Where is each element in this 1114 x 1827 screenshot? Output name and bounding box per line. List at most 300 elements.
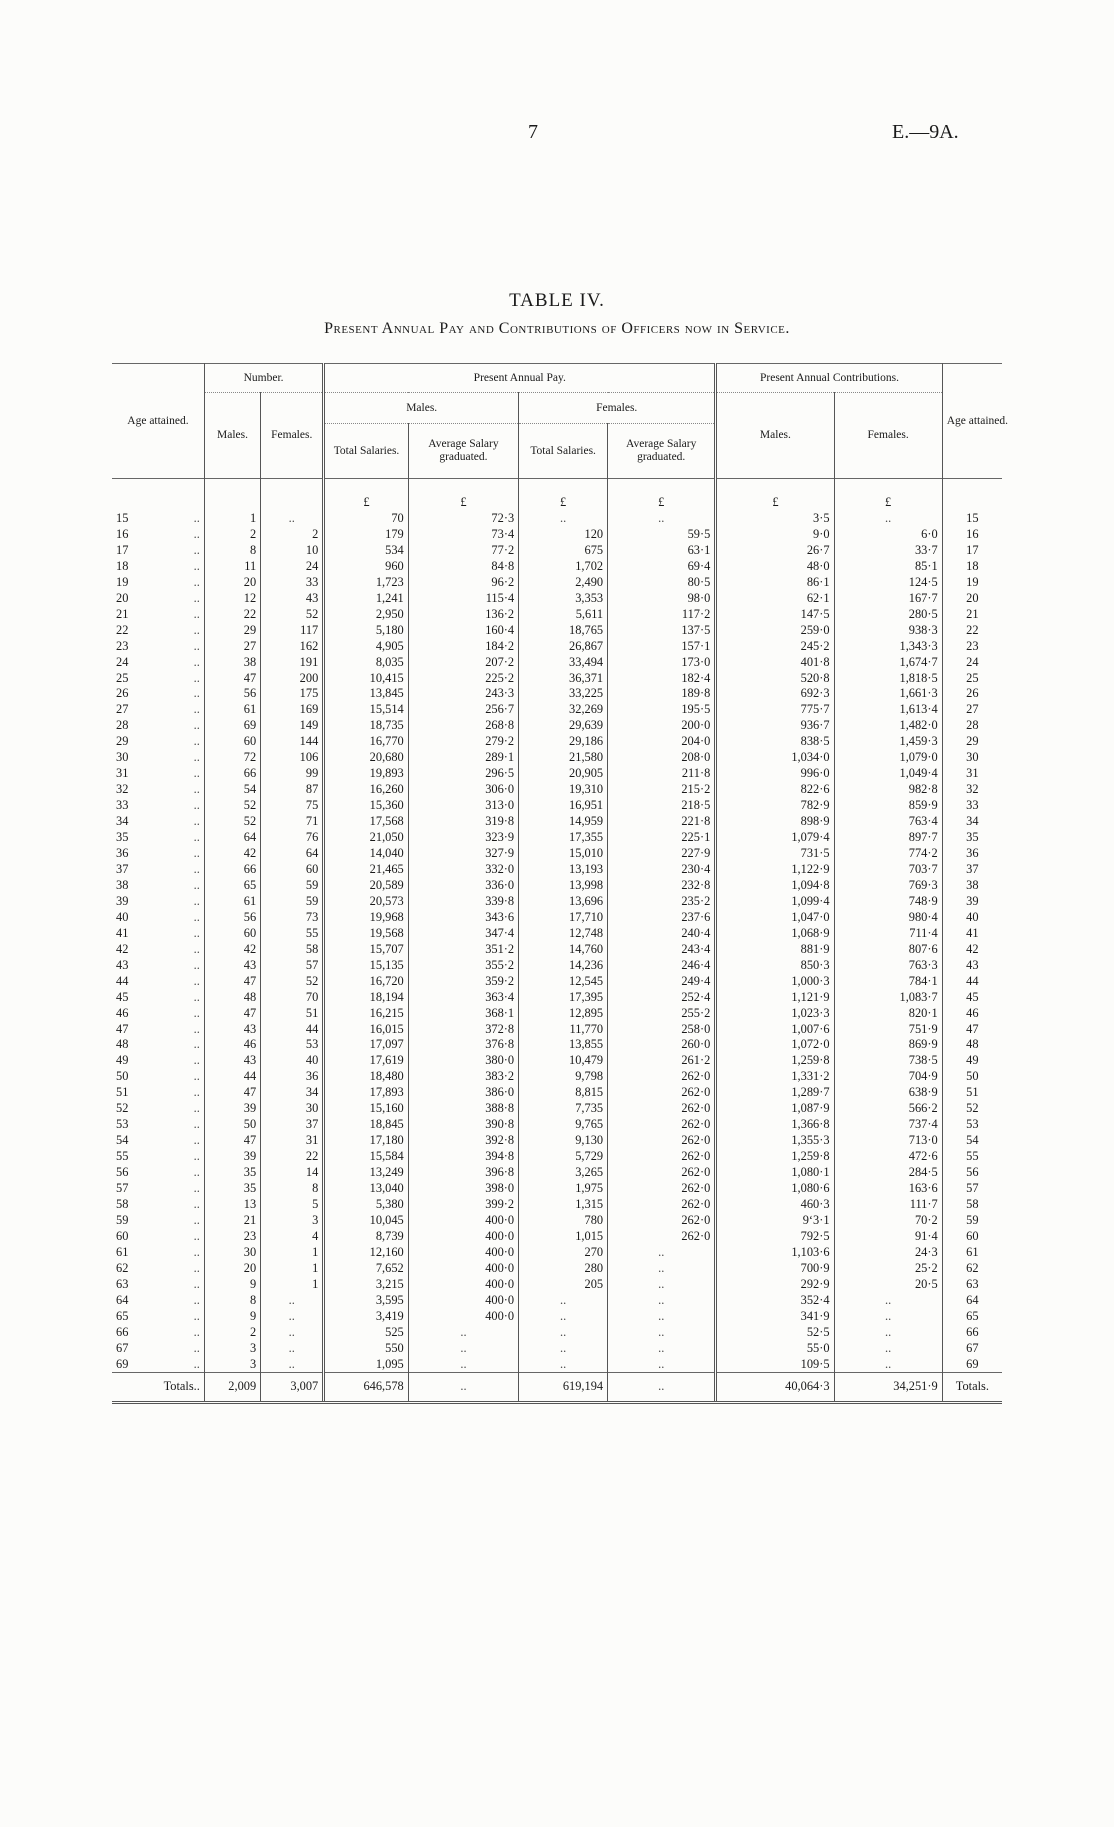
cell-males-count: 47 bbox=[204, 671, 260, 687]
cell-age bbox=[112, 575, 204, 591]
cell-males-count: 8 bbox=[204, 1293, 260, 1309]
cell-females-average-salary: 243·4 bbox=[608, 942, 716, 958]
cell-age bbox=[112, 543, 204, 559]
cell-females-average-salary: .. bbox=[608, 1309, 716, 1325]
cell-age bbox=[112, 591, 204, 607]
cell-females-total-salaries: .. bbox=[519, 1309, 608, 1325]
cell-females-average-salary: 258·0 bbox=[608, 1022, 716, 1038]
cell-males-count: 38 bbox=[204, 655, 260, 671]
age-value: 63 bbox=[116, 1276, 129, 1291]
cell-age-right: 15 bbox=[942, 511, 1002, 527]
header-age-left: Age attained. bbox=[127, 414, 189, 427]
cell-males-total-salaries: 12,160 bbox=[324, 1245, 408, 1261]
cell-females-average-salary: 262·0 bbox=[608, 1149, 716, 1165]
document-reference: E.—9A. bbox=[892, 121, 959, 143]
leader-dots: .. bbox=[193, 1196, 200, 1211]
cell-males-count: 1 bbox=[204, 511, 260, 527]
age-value: 20 bbox=[116, 590, 129, 605]
cell-males-contribution: 996·0 bbox=[716, 766, 834, 782]
cell-age-right: 43 bbox=[942, 958, 1002, 974]
cell-males-count: 56 bbox=[204, 686, 260, 702]
cell-females-contribution: 703·7 bbox=[834, 862, 942, 878]
leader-dots: .. bbox=[193, 1165, 200, 1180]
cell-females-count: 2 bbox=[261, 527, 324, 543]
cell-males-total-salaries: 16,770 bbox=[324, 734, 408, 750]
cell-age-right: 40 bbox=[942, 910, 1002, 926]
cell-age bbox=[112, 702, 204, 718]
cell-males-total-salaries: 15,584 bbox=[324, 1149, 408, 1165]
age-value: 56 bbox=[116, 1165, 129, 1180]
cell-age-right: 57 bbox=[942, 1181, 1002, 1197]
cell-males-total-salaries: 20,573 bbox=[324, 894, 408, 910]
cell-females-count: 200 bbox=[261, 671, 324, 687]
cell-females-contribution: 897·7 bbox=[834, 830, 942, 846]
cell-females-count: 33 bbox=[261, 575, 324, 591]
cell-males-total-salaries: 18,480 bbox=[324, 1069, 408, 1085]
cell-males-average-salary: 268·8 bbox=[408, 718, 518, 734]
cell-females-average-salary: .. bbox=[608, 1245, 716, 1261]
cell-females-count: 43 bbox=[261, 591, 324, 607]
cell-males-count: 11 bbox=[204, 559, 260, 575]
cell-males-average-salary: 336·0 bbox=[408, 878, 518, 894]
cell-age bbox=[112, 1357, 204, 1373]
age-value: 37 bbox=[116, 861, 129, 876]
cell-females-contribution: 769·3 bbox=[834, 878, 942, 894]
cell-females-total-salaries: 33,494 bbox=[519, 655, 608, 671]
table-row bbox=[112, 1069, 1002, 1085]
cell-females-count: .. bbox=[261, 511, 324, 527]
table-row bbox=[112, 1133, 1002, 1149]
cell-females-total-salaries: .. bbox=[519, 1325, 608, 1341]
currency-symbol: £ bbox=[716, 495, 834, 511]
leader-dots: .. bbox=[193, 1037, 200, 1052]
cell-females-contribution: 1,482·0 bbox=[834, 718, 942, 734]
cell-males-count: 9 bbox=[204, 1309, 260, 1325]
cell-males-contribution: 26·7 bbox=[716, 543, 834, 559]
cell-females-total-salaries: 26,867 bbox=[519, 639, 608, 655]
age-value: 53 bbox=[116, 1117, 129, 1132]
age-value: 60 bbox=[116, 1228, 129, 1243]
cell-males-average-salary: 359·2 bbox=[408, 974, 518, 990]
cell-males-contribution: 1,034·0 bbox=[716, 750, 834, 766]
cell-females-average-salary: 235·2 bbox=[608, 894, 716, 910]
cell-males-average-salary: 73·4 bbox=[408, 527, 518, 543]
cell-females-total-salaries: 7,735 bbox=[519, 1101, 608, 1117]
cell-females-count: 57 bbox=[261, 958, 324, 974]
age-value: 17 bbox=[116, 542, 129, 557]
table-row bbox=[112, 639, 1002, 655]
cell-females-average-salary: 215·2 bbox=[608, 782, 716, 798]
cell-males-count: 56 bbox=[204, 910, 260, 926]
cell-males-contribution: 936·7 bbox=[716, 718, 834, 734]
cell-females-contribution: 763·3 bbox=[834, 958, 942, 974]
cell-females-average-salary: 262·0 bbox=[608, 1085, 716, 1101]
cell-age-right: 25 bbox=[942, 671, 1002, 687]
age-value: 23 bbox=[116, 638, 129, 653]
cell-females-average-salary: 218·5 bbox=[608, 798, 716, 814]
cell-males-average-salary: 376·8 bbox=[408, 1037, 518, 1053]
cell-females-total-salaries: 9,130 bbox=[519, 1133, 608, 1149]
cell-age-right: 18 bbox=[942, 559, 1002, 575]
cell-age-right: 69 bbox=[942, 1357, 1002, 1373]
cell-age bbox=[112, 1277, 204, 1293]
cell-males-count: 27 bbox=[204, 639, 260, 655]
cell-females-total-salaries: 9,798 bbox=[519, 1069, 608, 1085]
cell-females-average-salary: 262·0 bbox=[608, 1229, 716, 1245]
totals-row bbox=[112, 1373, 1002, 1403]
cell-females-average-salary: 200·0 bbox=[608, 718, 716, 734]
leader-dots: .. bbox=[193, 574, 200, 589]
table-row bbox=[112, 1293, 1002, 1309]
cell-females-average-salary: .. bbox=[608, 511, 716, 527]
cell-females-total-salaries: 20,905 bbox=[519, 766, 608, 782]
cell-females-count: 58 bbox=[261, 942, 324, 958]
cell-females-contribution: 284·5 bbox=[834, 1165, 942, 1181]
cell-males-contribution: 782·9 bbox=[716, 798, 834, 814]
cell-males-total-salaries: 2,950 bbox=[324, 607, 408, 623]
cell-males-contribution: 822·6 bbox=[716, 782, 834, 798]
cell-females-count: 1 bbox=[261, 1245, 324, 1261]
table-row bbox=[112, 623, 1002, 639]
cell-males-contribution: 1,000·3 bbox=[716, 974, 834, 990]
header-females-average-salary: Average Salary graduated. bbox=[608, 424, 716, 479]
cell-females-average-salary: 252·4 bbox=[608, 990, 716, 1006]
cell-age bbox=[112, 1037, 204, 1053]
cell-females-contribution: .. bbox=[834, 511, 942, 527]
cell-males-average-salary: 394·8 bbox=[408, 1149, 518, 1165]
cell-males-total-salaries: 960 bbox=[324, 559, 408, 575]
cell-females-contribution: 85·1 bbox=[834, 559, 942, 575]
cell-males-total-salaries: 18,735 bbox=[324, 718, 408, 734]
cell-age bbox=[112, 926, 204, 942]
leader-dots: .. bbox=[193, 558, 200, 573]
cell-males-average-salary: 400·0 bbox=[408, 1229, 518, 1245]
leader-dots: .. bbox=[193, 1181, 200, 1196]
cell-females-average-salary: 173·0 bbox=[608, 655, 716, 671]
leader-dots: .. bbox=[193, 1053, 200, 1068]
cell-females-total-salaries: 205 bbox=[519, 1277, 608, 1293]
cell-females-contribution: .. bbox=[834, 1341, 942, 1357]
cell-females-total-salaries: 675 bbox=[519, 543, 608, 559]
cell-males-average-salary: 243·3 bbox=[408, 686, 518, 702]
table-subtitle: Present Annual Pay and Contributions of Officers now in Service. bbox=[324, 320, 790, 337]
cell-males-count: 54 bbox=[204, 782, 260, 798]
cell-females-average-salary: 137·5 bbox=[608, 623, 716, 639]
cell-age bbox=[112, 1053, 204, 1069]
cell-females-count: 4 bbox=[261, 1229, 324, 1245]
cell-females-count: 169 bbox=[261, 702, 324, 718]
cell-females-count: .. bbox=[261, 1309, 324, 1325]
cell-females-count: 71 bbox=[261, 814, 324, 830]
age-value: 22 bbox=[116, 622, 129, 637]
cell-females-count: 75 bbox=[261, 798, 324, 814]
cell-age-right: 36 bbox=[942, 846, 1002, 862]
leader-dots: .. bbox=[193, 973, 200, 988]
leader-dots: .. bbox=[193, 893, 200, 908]
cell-females-contribution: .. bbox=[834, 1309, 942, 1325]
cell-males-average-salary: 398·0 bbox=[408, 1181, 518, 1197]
cell-females-average-salary: 240·4 bbox=[608, 926, 716, 942]
cell-females-total-salaries: 12,895 bbox=[519, 1006, 608, 1022]
table-row bbox=[112, 1053, 1002, 1069]
age-value: 39 bbox=[116, 893, 129, 908]
cell-males-average-salary: 160·4 bbox=[408, 623, 518, 639]
table-row bbox=[112, 607, 1002, 623]
table-row bbox=[112, 655, 1002, 671]
cell-females-contribution: 1,674·7 bbox=[834, 655, 942, 671]
cell-males-contribution: 245·2 bbox=[716, 639, 834, 655]
cell-females-count: 36 bbox=[261, 1069, 324, 1085]
cell-males-average-salary: 400·0 bbox=[408, 1293, 518, 1309]
cell-males-contribution: 1,087·9 bbox=[716, 1101, 834, 1117]
age-value: 46 bbox=[116, 1005, 129, 1020]
cell-age-right: 21 bbox=[942, 607, 1002, 623]
cell-males-average-salary: 184·2 bbox=[408, 639, 518, 655]
cell-males-count: 50 bbox=[204, 1117, 260, 1133]
cell-males-contribution: 692·3 bbox=[716, 686, 834, 702]
cell-males-total-salaries: 15,707 bbox=[324, 942, 408, 958]
cell-males-contribution: 109·5 bbox=[716, 1357, 834, 1373]
cell-age bbox=[112, 1181, 204, 1197]
cell-age-right: 49 bbox=[942, 1053, 1002, 1069]
cell-females-average-salary: 262·0 bbox=[608, 1101, 716, 1117]
cell-females-count: 55 bbox=[261, 926, 324, 942]
cell-females-average-salary: 227·9 bbox=[608, 846, 716, 862]
leader-dots: .. bbox=[193, 877, 200, 892]
table-row bbox=[112, 1309, 1002, 1325]
page-number: 7 bbox=[528, 121, 538, 143]
cell-females-total-salaries: 36,371 bbox=[519, 671, 608, 687]
cell-males-count: 72 bbox=[204, 750, 260, 766]
table-row bbox=[112, 942, 1002, 958]
leader-dots: .. bbox=[193, 1356, 200, 1371]
cell-females-count: 64 bbox=[261, 846, 324, 862]
cell-males-contribution: 401·8 bbox=[716, 655, 834, 671]
cell-females-contribution: 280·5 bbox=[834, 607, 942, 623]
header-age-right: Age attained. bbox=[942, 364, 1002, 479]
cell-females-total-salaries: 9,765 bbox=[519, 1117, 608, 1133]
cell-age-right: 51 bbox=[942, 1085, 1002, 1101]
cell-males-average-salary: 396·8 bbox=[408, 1165, 518, 1181]
totals-label: Totals.. bbox=[112, 1373, 204, 1403]
table-row bbox=[112, 575, 1002, 591]
total-males-contributions: 40,064·3 bbox=[716, 1373, 834, 1403]
cell-females-total-salaries: 13,855 bbox=[519, 1037, 608, 1053]
cell-females-count: 5 bbox=[261, 1197, 324, 1213]
table-row bbox=[112, 830, 1002, 846]
table-row bbox=[112, 766, 1002, 782]
cell-males-total-salaries: 17,893 bbox=[324, 1085, 408, 1101]
cell-males-total-salaries: 16,015 bbox=[324, 1022, 408, 1038]
cell-females-contribution: 1,459·3 bbox=[834, 734, 942, 750]
cell-females-contribution: 704·9 bbox=[834, 1069, 942, 1085]
cell-males-count: 35 bbox=[204, 1165, 260, 1181]
cell-females-contribution: 70·2 bbox=[834, 1213, 942, 1229]
cell-females-average-salary: 262·0 bbox=[608, 1133, 716, 1149]
age-value: 64 bbox=[116, 1292, 129, 1307]
age-value: 16 bbox=[116, 526, 129, 541]
table-row bbox=[112, 718, 1002, 734]
age-value: 21 bbox=[116, 606, 129, 621]
cell-females-count: 52 bbox=[261, 974, 324, 990]
leader-dots: .. bbox=[193, 1228, 200, 1243]
cell-age bbox=[112, 750, 204, 766]
leader-dots: .. bbox=[193, 989, 200, 1004]
cell-age-right: 34 bbox=[942, 814, 1002, 830]
cell-males-contribution: 1,121·9 bbox=[716, 990, 834, 1006]
cell-males-contribution: 1,080·1 bbox=[716, 1165, 834, 1181]
cell-males-average-salary: 96·2 bbox=[408, 575, 518, 591]
table-row bbox=[112, 750, 1002, 766]
cell-males-contribution: 341·9 bbox=[716, 1309, 834, 1325]
cell-males-total-salaries: 550 bbox=[324, 1341, 408, 1357]
cell-females-contribution: .. bbox=[834, 1293, 942, 1309]
cell-females-average-salary: 204·0 bbox=[608, 734, 716, 750]
cell-females-total-salaries: .. bbox=[519, 1341, 608, 1357]
cell-males-contribution: 520·8 bbox=[716, 671, 834, 687]
cell-females-average-salary: 246·4 bbox=[608, 958, 716, 974]
leader-dots: .. bbox=[193, 654, 200, 669]
cell-males-total-salaries: 15,160 bbox=[324, 1101, 408, 1117]
cell-males-count: 39 bbox=[204, 1101, 260, 1117]
cell-age bbox=[112, 1293, 204, 1309]
cell-age-right: 16 bbox=[942, 527, 1002, 543]
cell-females-contribution: 820·1 bbox=[834, 1006, 942, 1022]
cell-females-contribution: 807·6 bbox=[834, 942, 942, 958]
table-row bbox=[112, 734, 1002, 750]
cell-age bbox=[112, 511, 204, 527]
header-pay-females: Females. bbox=[519, 393, 716, 424]
cell-females-total-salaries: 13,193 bbox=[519, 862, 608, 878]
cell-age bbox=[112, 846, 204, 862]
cell-females-average-salary: .. bbox=[608, 1341, 716, 1357]
cell-females-contribution: 1,049·4 bbox=[834, 766, 942, 782]
cell-males-average-salary: 399·2 bbox=[408, 1197, 518, 1213]
cell-females-count: 73 bbox=[261, 910, 324, 926]
cell-age bbox=[112, 1341, 204, 1357]
cell-males-total-salaries: 5,380 bbox=[324, 1197, 408, 1213]
cell-males-count: 23 bbox=[204, 1229, 260, 1245]
cell-males-average-salary: 400·0 bbox=[408, 1261, 518, 1277]
age-value: 32 bbox=[116, 782, 129, 797]
cell-females-contribution: 980·4 bbox=[834, 910, 942, 926]
cell-females-average-salary: .. bbox=[608, 1357, 716, 1373]
pay-contributions-table bbox=[112, 363, 1009, 1404]
cell-age bbox=[112, 527, 204, 543]
cell-males-total-salaries: 15,360 bbox=[324, 798, 408, 814]
cell-females-contribution: 982·8 bbox=[834, 782, 942, 798]
leader-dots: .. bbox=[193, 1101, 200, 1116]
cell-males-total-salaries: 20,680 bbox=[324, 750, 408, 766]
cell-males-total-salaries: 15,135 bbox=[324, 958, 408, 974]
cell-males-average-salary: 386·0 bbox=[408, 1085, 518, 1101]
cell-males-count: 43 bbox=[204, 1022, 260, 1038]
cell-females-contribution: 869·9 bbox=[834, 1037, 942, 1053]
table-row bbox=[112, 910, 1002, 926]
cell-males-average-salary: .. bbox=[408, 1357, 518, 1373]
cell-age-right: 65 bbox=[942, 1309, 1002, 1325]
cell-age bbox=[112, 814, 204, 830]
cell-age-right: 50 bbox=[942, 1069, 1002, 1085]
cell-males-count: 47 bbox=[204, 1133, 260, 1149]
cell-males-total-salaries: 179 bbox=[324, 527, 408, 543]
cell-females-contribution: 859·9 bbox=[834, 798, 942, 814]
age-value: 27 bbox=[116, 702, 129, 717]
cell-males-average-salary: 347·4 bbox=[408, 926, 518, 942]
cell-females-count: 162 bbox=[261, 639, 324, 655]
leader-dots: .. bbox=[193, 830, 200, 845]
cell-males-total-salaries: 3,215 bbox=[324, 1277, 408, 1293]
leader-dots: .. bbox=[193, 1117, 200, 1132]
age-value: 35 bbox=[116, 830, 129, 845]
cell-age bbox=[112, 1309, 204, 1325]
age-value: 48 bbox=[116, 1037, 129, 1052]
cell-males-contribution: 1,355·3 bbox=[716, 1133, 834, 1149]
leader-dots: .. bbox=[193, 542, 200, 557]
cell-females-contribution: 6·0 bbox=[834, 527, 942, 543]
table-row bbox=[112, 1181, 1002, 1197]
cell-age bbox=[112, 894, 204, 910]
cell-females-count: 40 bbox=[261, 1053, 324, 1069]
cell-age-right: 26 bbox=[942, 686, 1002, 702]
cell-age bbox=[112, 974, 204, 990]
leader-dots: .. bbox=[193, 1069, 200, 1084]
age-value: 62 bbox=[116, 1260, 129, 1275]
cell-age-right: 53 bbox=[942, 1117, 1002, 1133]
cell-females-average-salary: 69·4 bbox=[608, 559, 716, 575]
leader-dots: .. bbox=[193, 734, 200, 749]
table-row bbox=[112, 1245, 1002, 1261]
cell-females-count: 14 bbox=[261, 1165, 324, 1181]
cell-males-contribution: 52·5 bbox=[716, 1325, 834, 1341]
table-row bbox=[112, 1213, 1002, 1229]
age-value: 15 bbox=[116, 511, 129, 525]
cell-age-right: 28 bbox=[942, 718, 1002, 734]
cell-males-count: 47 bbox=[204, 1006, 260, 1022]
table-row bbox=[112, 686, 1002, 702]
cell-males-contribution: 731·5 bbox=[716, 846, 834, 862]
cell-males-average-salary: 372·8 bbox=[408, 1022, 518, 1038]
cell-males-count: 3 bbox=[204, 1357, 260, 1373]
cell-females-total-salaries: 14,236 bbox=[519, 958, 608, 974]
leader-dots: .. bbox=[193, 686, 200, 701]
cell-age-right: 37 bbox=[942, 862, 1002, 878]
age-value: 58 bbox=[116, 1196, 129, 1211]
cell-females-contribution: 751·9 bbox=[834, 1022, 942, 1038]
age-value: 54 bbox=[116, 1133, 129, 1148]
cell-females-average-salary: 262·0 bbox=[608, 1165, 716, 1181]
cell-females-total-salaries: 280 bbox=[519, 1261, 608, 1277]
leader-dots: .. bbox=[193, 750, 200, 765]
table-row bbox=[112, 958, 1002, 974]
header-number-males: Males. bbox=[204, 393, 260, 479]
table-row bbox=[112, 1149, 1002, 1165]
cell-females-contribution: .. bbox=[834, 1357, 942, 1373]
cell-males-average-salary: 351·2 bbox=[408, 942, 518, 958]
cell-males-average-salary: 383·2 bbox=[408, 1069, 518, 1085]
cell-females-total-salaries: 1,975 bbox=[519, 1181, 608, 1197]
currency-symbol: £ bbox=[608, 495, 716, 511]
cell-males-average-salary: 392·8 bbox=[408, 1133, 518, 1149]
cell-females-contribution: 24·3 bbox=[834, 1245, 942, 1261]
cell-males-total-salaries: 17,619 bbox=[324, 1053, 408, 1069]
cell-age bbox=[112, 878, 204, 894]
table-row bbox=[112, 1022, 1002, 1038]
cell-age-right: 17 bbox=[942, 543, 1002, 559]
cell-males-contribution: 147·5 bbox=[716, 607, 834, 623]
leader-dots: .. bbox=[193, 1260, 200, 1275]
total-males-count: 2,009 bbox=[204, 1373, 260, 1403]
